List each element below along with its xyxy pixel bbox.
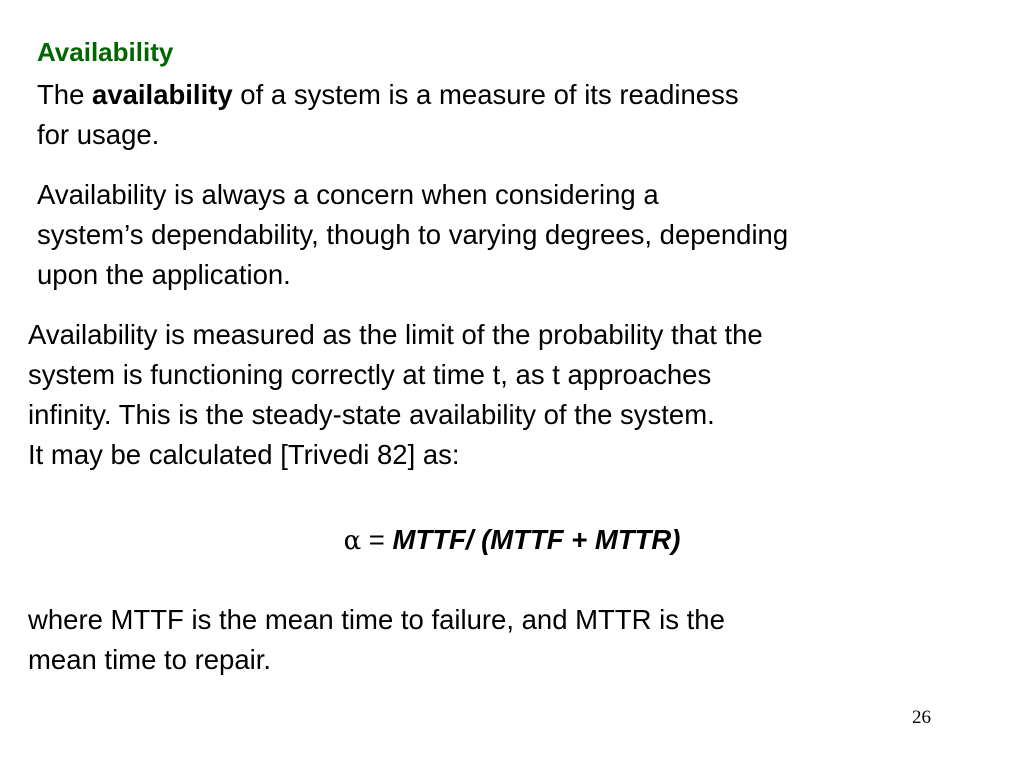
definition-line-1 — [37, 75, 937, 115]
definitions-line-2: mean time to repair. — [28, 644, 272, 675]
measurement-line-3: infinity. This is the steady-state availability of the system. — [28, 399, 715, 430]
definitions-line-1: where MTTF is the mean time to failure, and MTTR is the — [28, 604, 725, 635]
measurement-line-4: It may be calculated [Trivedi 82] as: — [28, 439, 460, 470]
availability-definition — [37, 75, 937, 155]
measurement-line-1: Availability is measured as the limit of the probability that the — [28, 319, 763, 350]
concern-paragraph — [37, 175, 997, 295]
measurement-paragraph — [28, 315, 988, 475]
definitions-paragraph — [28, 600, 988, 680]
alpha-symbol: α — [343, 526, 362, 556]
formula-expression: MTTF/ (MTTF + MTTR) — [392, 524, 681, 555]
definition-line-2: for usage. — [37, 119, 160, 150]
availability-formula — [0, 520, 1024, 561]
formula-equals: = — [361, 524, 393, 555]
slide-title: Availability — [37, 37, 174, 67]
definition-rest: of a system is a measure of its readiness — [232, 79, 739, 110]
concern-line-3: upon the application. — [37, 259, 291, 290]
availability-term: availability — [92, 79, 233, 110]
concern-line-2: system’s dependability, though to varying degrees, depending — [37, 219, 789, 250]
page-number: 26 — [912, 707, 931, 728]
measurement-line-2: system is functioning correctly at time t, as t approaches — [28, 359, 712, 390]
concern-line-1: Availability is always a concern when considering a — [37, 179, 659, 210]
definition-prefix: The — [37, 79, 93, 110]
